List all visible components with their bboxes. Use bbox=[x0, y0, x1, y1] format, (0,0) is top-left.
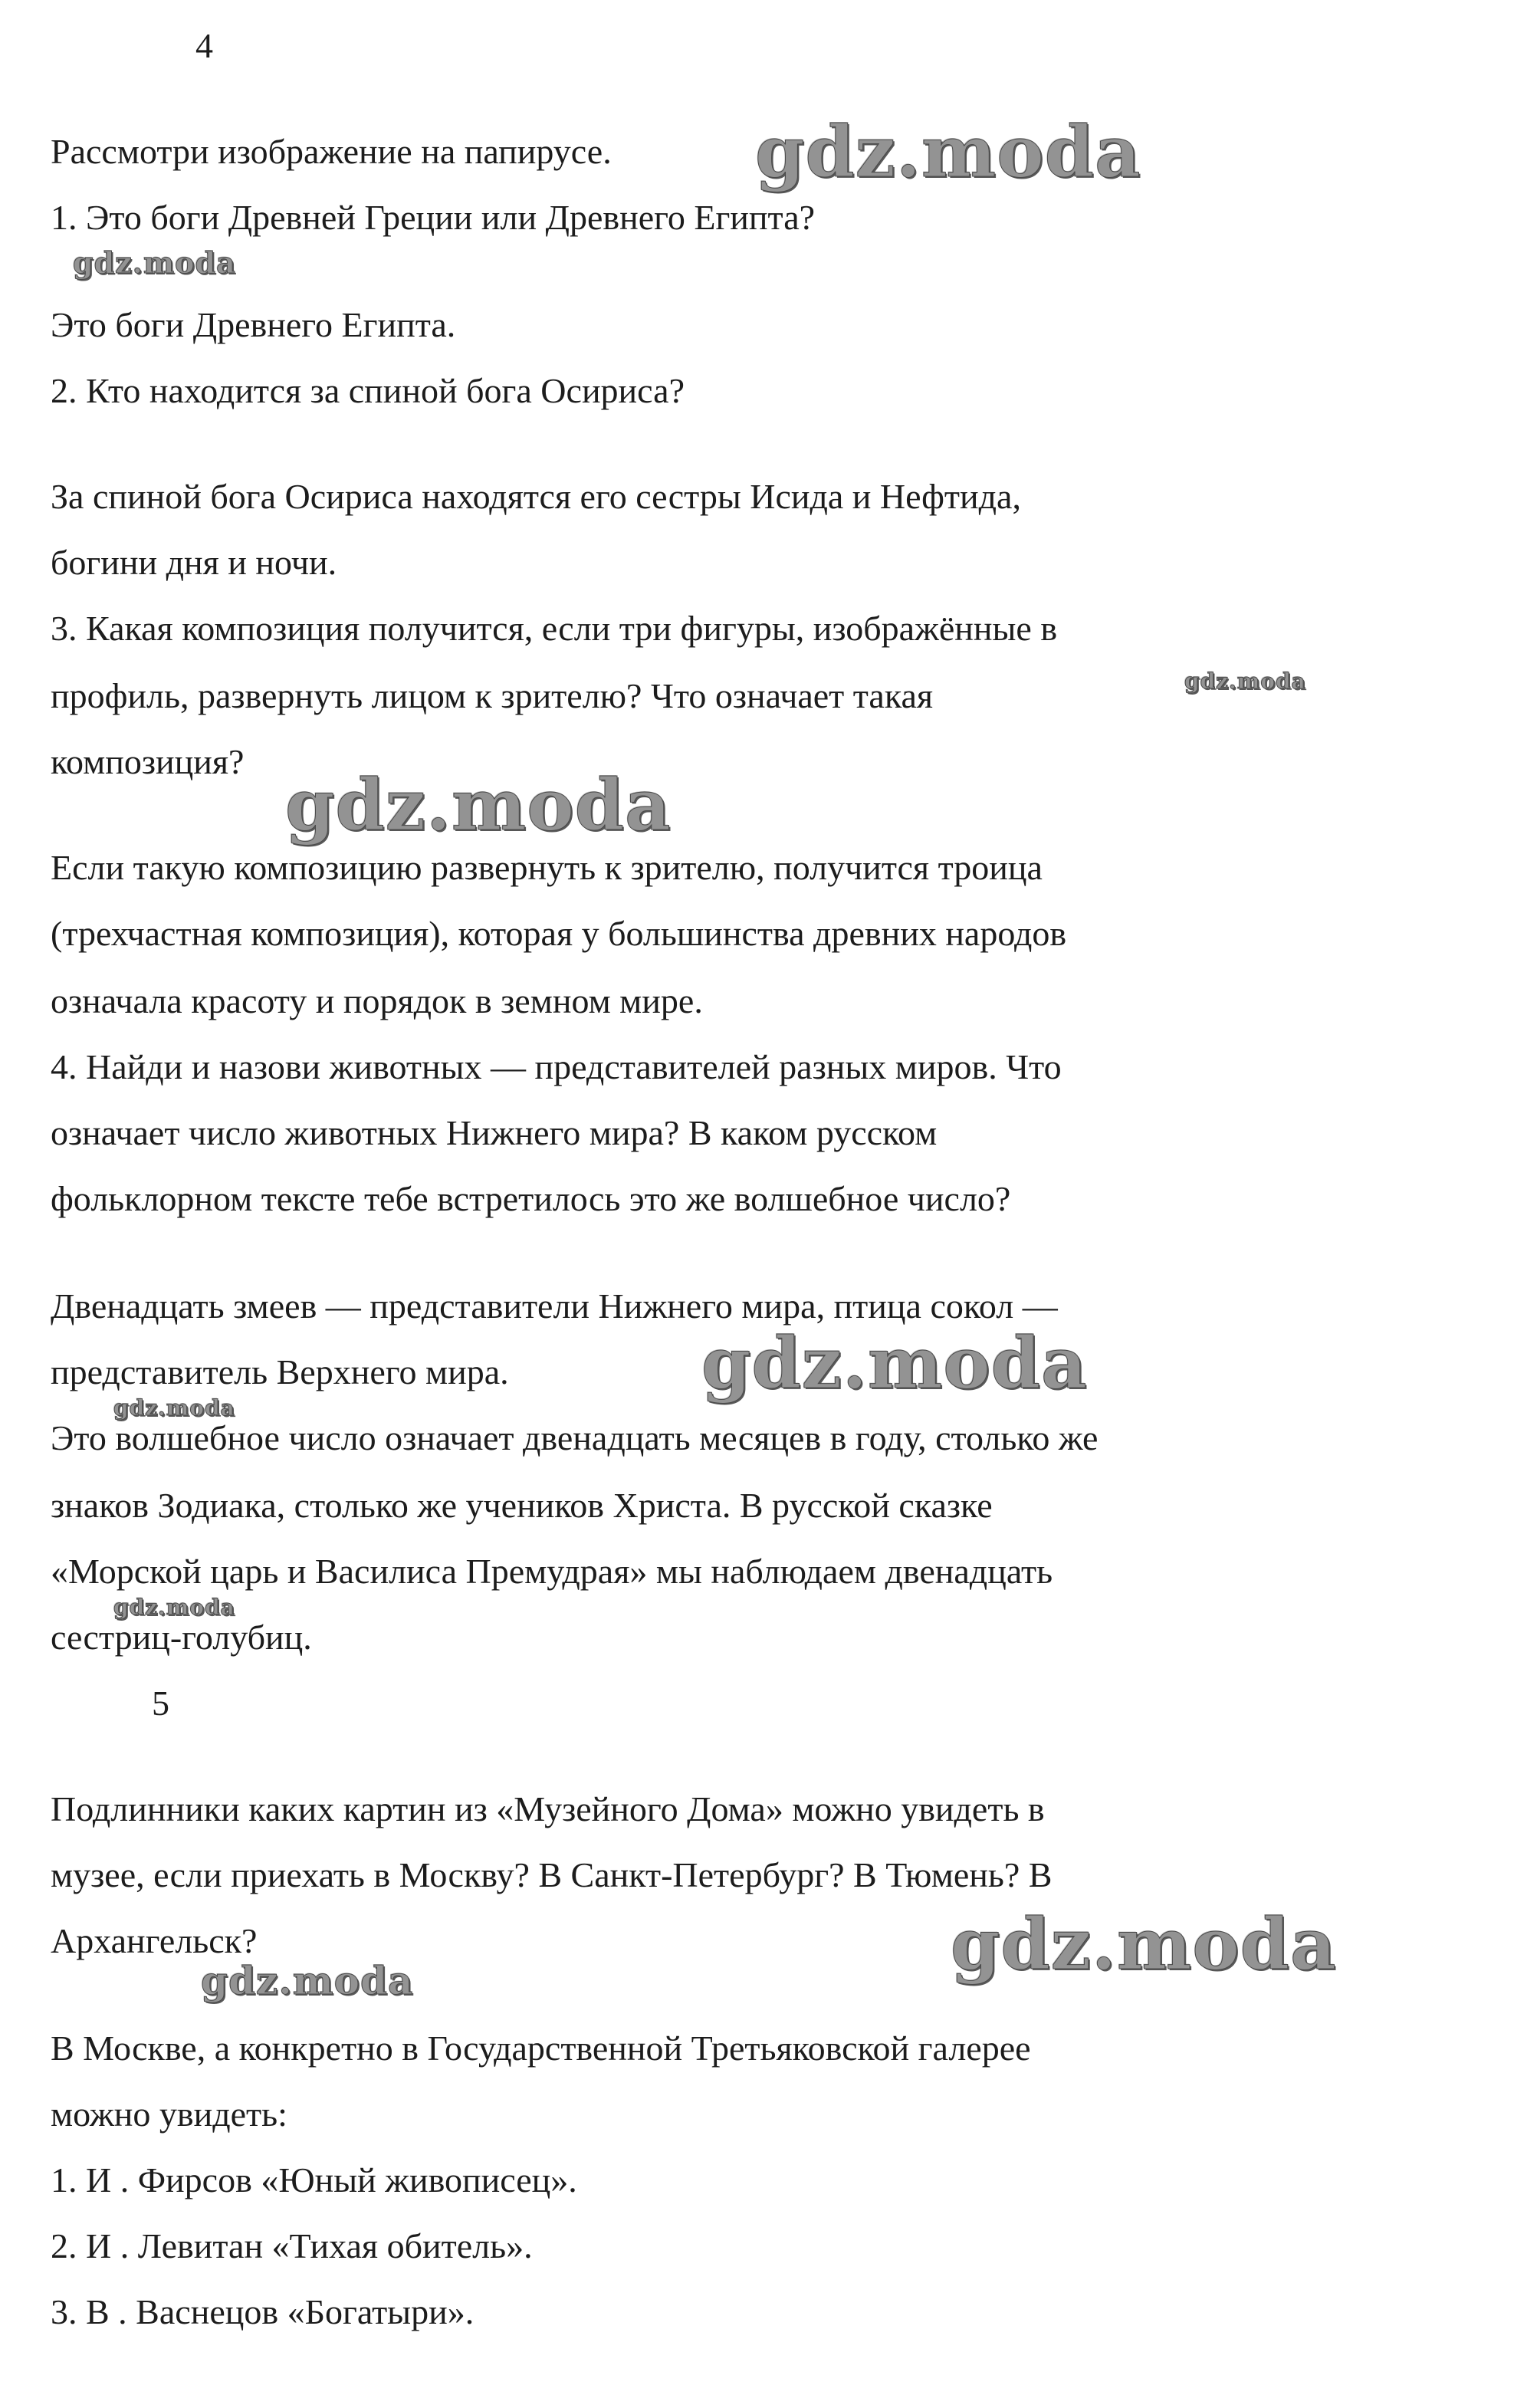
watermark-logo: gdz.moda bbox=[285, 764, 672, 846]
task5-question-line: Подлинники каких картин из «Музейного Дома» можно увидеть в bbox=[51, 1789, 1045, 1828]
task5-answer-line: 1. И . Фирсов «Юный живописец». bbox=[51, 2160, 577, 2199]
watermark-logo: gdz.moda bbox=[1184, 669, 1306, 694]
watermark-logo: gdz.moda bbox=[951, 1903, 1337, 1986]
task4-answer-2-line: богини дня и ночи. bbox=[51, 543, 337, 582]
watermark-logo: gdz.moda bbox=[701, 1322, 1088, 1404]
task-number-4: 4 bbox=[195, 26, 213, 65]
task5-question-line: музее, если приехать в Москву? В Санкт-Петербург? В Тюмень? В bbox=[51, 1855, 1053, 1894]
task4-answer-4-line: «Морской царь и Василиса Премудрая» мы наблюдаем двенадцать bbox=[51, 1552, 1053, 1591]
task4-intro: Рассмотри изображение на папирусе. bbox=[51, 132, 612, 171]
task4-question-3-line: композиция? bbox=[51, 742, 245, 781]
task5-question-line: Архангельск? bbox=[51, 1921, 258, 1960]
task4-question-4-line: означает число животных Нижнего мира? В каком русском bbox=[51, 1113, 938, 1152]
watermark-logo: gdz.moda bbox=[201, 1958, 414, 2003]
task-number-5: 5 bbox=[152, 1684, 169, 1723]
task5-answer-line: можно увидеть: bbox=[51, 2094, 287, 2134]
task4-question-4-line: фольклорном тексте тебе встретилось это же волшебное число? bbox=[51, 1179, 1011, 1218]
task5-answer-line: 3. В . Васнецов «Богатыри». bbox=[51, 2292, 475, 2331]
task5-answer-line: 2. И . Левитан «Тихая обитель». bbox=[51, 2226, 533, 2265]
task4-answer-3-line: Если такую композицию развернуть к зрителю, получится троица bbox=[51, 848, 1043, 887]
task5-answer-line: В Москве, а конкретно в Государственной Третьяковской галерее bbox=[51, 2029, 1031, 2068]
task4-answer-3-line: означала красоту и порядок в земном мире. bbox=[51, 981, 703, 1020]
task4-answer-4-line: Двенадцать змеев — представители Нижнего мира, птица сокол — bbox=[51, 1286, 1058, 1326]
task4-question-3-line: 3. Какая композиция получится, если три фигуры, изображённые в bbox=[51, 609, 1058, 648]
watermark-logo: gdz.moda bbox=[113, 1595, 235, 1620]
watermark-logo: gdz.moda bbox=[73, 245, 236, 280]
task4-answer-2-line: За спиной бога Осириса находятся его сестры Исида и Нефтида, bbox=[51, 477, 1021, 516]
task4-question-3-line: профиль, развернуть лицом к зрителю? Что означает такая bbox=[51, 676, 934, 715]
task4-answer-4-line: Это волшебное число означает двенадцать месяцев в году, столько же bbox=[51, 1418, 1099, 1457]
task4-answer-4-line: знаков Зодиака, столько же учеников Христа. В русской сказке bbox=[51, 1486, 993, 1525]
task4-answer-4-line: представитель Верхнего мира. bbox=[51, 1352, 509, 1391]
task4-question-1: 1. Это боги Древней Греции или Древнего Египта? bbox=[51, 198, 816, 237]
watermark-logo: gdz.moda bbox=[755, 110, 1141, 193]
task4-question-2: 2. Кто находится за спиной бога Осириса? bbox=[51, 371, 685, 410]
watermark-logo: gdz.moda bbox=[113, 1395, 235, 1421]
task4-question-4-line: 4. Найди и назови животных — представителей разных миров. Что bbox=[51, 1047, 1062, 1086]
task4-answer-3-line: (трехчастная композиция), которая у большинства древних народов bbox=[51, 914, 1067, 953]
task4-answer-4-line: сестриц-голубиц. bbox=[51, 1618, 312, 1657]
task4-answer-1: Это боги Древнего Египта. bbox=[51, 305, 456, 344]
